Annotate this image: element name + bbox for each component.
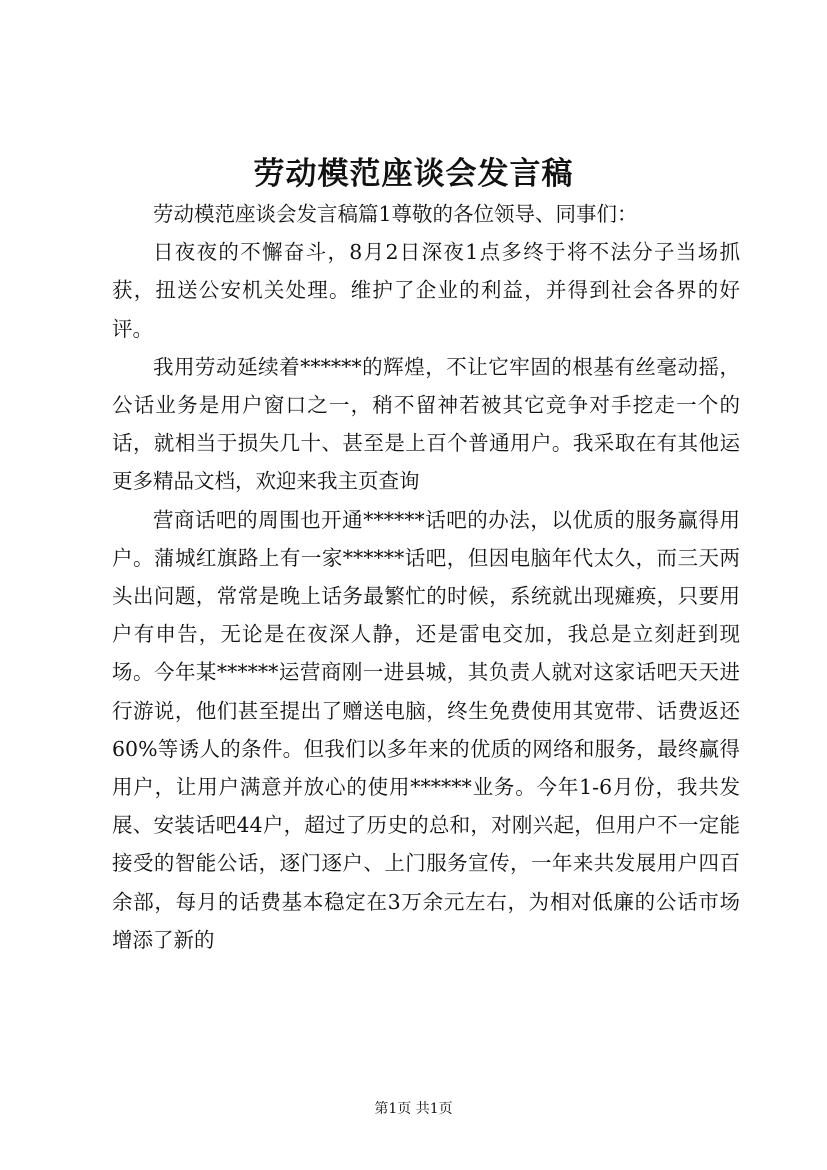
page-footer: 第1页 共1页 <box>374 1101 453 1117</box>
document-body <box>112 195 740 959</box>
paragraph-capture: 日夜夜的不懈奋斗，8月2日深夜1点多终于将不法分子当场抓获，扭送公安机关处理。维护了企业的利益，并得到社会各界的好评。 <box>112 240 740 341</box>
paragraph-labor: 我用劳动延续着******的辉煌，不让它牢固的根基有丝毫动摇，公话业务是用户窗口之一，稍不留神若被其它竞争对手挖走一个的话，就相当于损失几十、甚至是上百个普通用户。我采取在有其他运更多精品文档，欢迎来我主页查询 <box>112 354 740 494</box>
paragraph-greeting: 劳动模范座谈会发言稿篇1尊敬的各位领导、同事们： <box>153 202 638 226</box>
paragraph-service: 营商话吧的周围也开通******话吧的办法，以优质的服务赢得用户。蒲城红旗路上有一家******话吧，但因电脑年代太久，而三天两头出问题，常常是晚上话务最繁忙的时候，系统就出现瘫痪，只要用户有申告，无论是在夜深人静，还是雷电交加，我总是立刻赶到现场。今年某******运营商刚一进县城，其负责人就对这家话吧天天进行游说，他们甚至提出了赠送电脑，终生免费使用其宽带、话费返还60%等诱人的条件。但我们以多年来的优质的网络和服务，最终赢得用户，让用户满意并放心的使用******业务。今年1-6月份，我共发展、安装话吧44户，超过了历史的总和，对刚兴起，但用户不一定能接受的智能公话，逐门逐户、上门服务宣传，一年来共发展用户四百余部，每月的话费基本稳定在3万余元左右，为相对低廉的公话市场增添了新的 <box>112 507 740 952</box>
document-title: 劳动模范座谈会发言稿 <box>253 156 574 192</box>
